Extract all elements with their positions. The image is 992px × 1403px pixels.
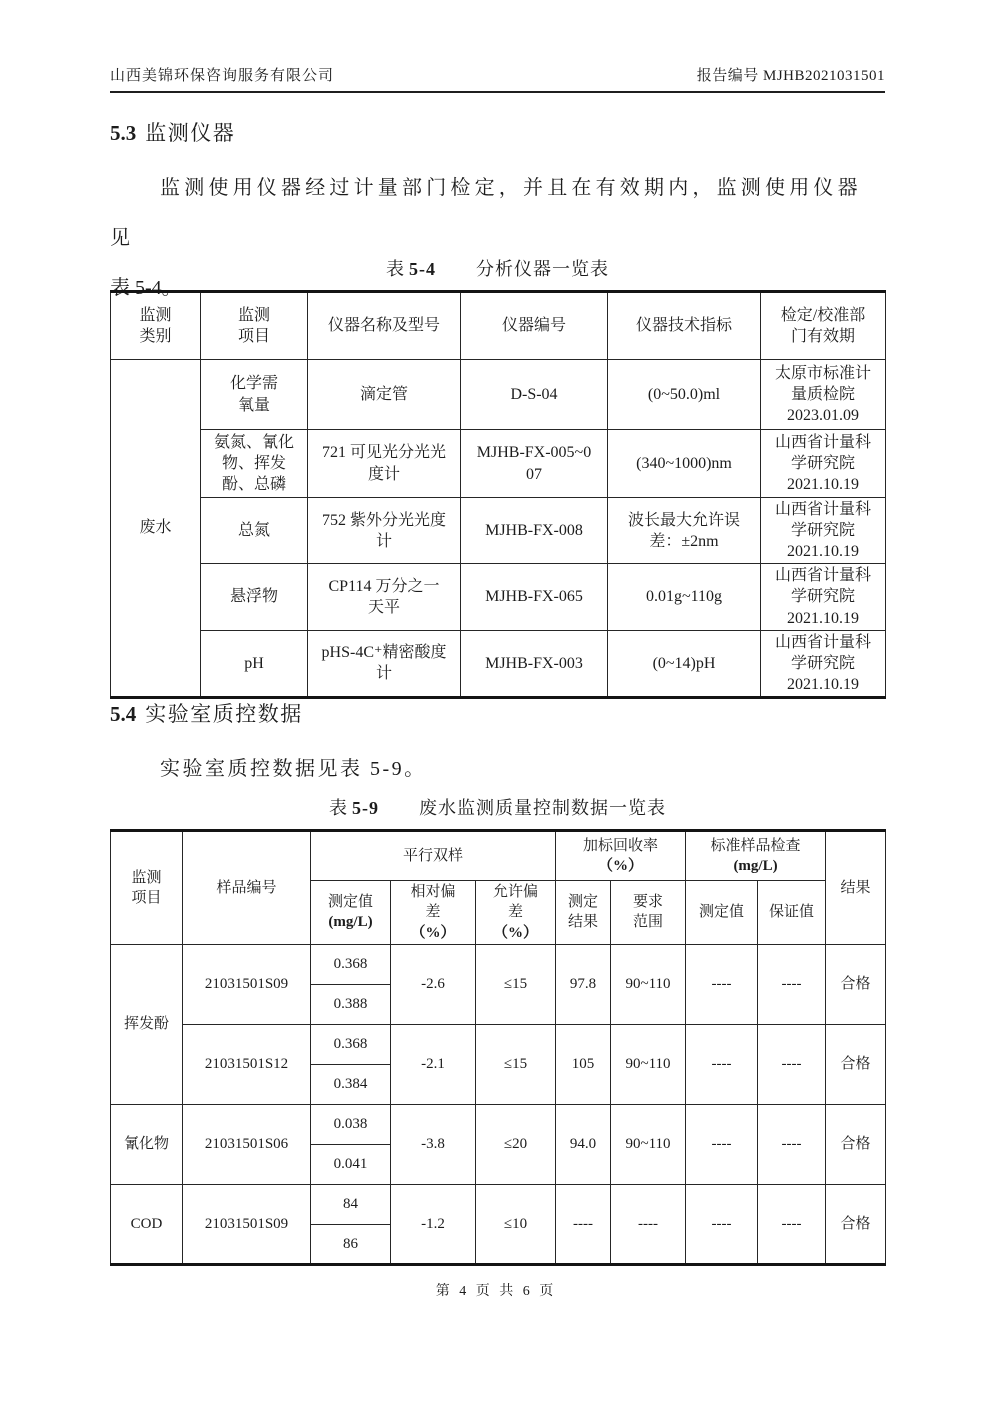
page-footer: 第 4 页 共 6 页 (435, 1284, 557, 1299)
cell-instrument: 滴定管 (308, 360, 461, 430)
header-label: 要求范围 (632, 894, 663, 931)
cell-rel-dev: -2.6 (391, 944, 476, 1024)
cell-allow-dev: ≤15 (476, 944, 556, 1024)
caption-number: 5-4 (409, 259, 436, 279)
cell-recovery-result: ---- (556, 1184, 611, 1264)
header-cell-recovery-range (611, 881, 686, 945)
cell-rel-dev: -3.8 (391, 1104, 476, 1184)
cell-spec: (340~1000)nm (608, 430, 761, 498)
header-cell-recovery-group (556, 831, 686, 881)
cell-recovery-range: 90~110 (611, 1024, 686, 1104)
header-cell-std-measured: 测定值 (686, 881, 758, 945)
cell-recovery-range: ---- (611, 1184, 686, 1264)
cell-std-certified: ---- (758, 1024, 826, 1104)
cell-measured-value: 0.038 (311, 1104, 391, 1144)
cell-std-measured: ---- (686, 1104, 758, 1184)
header-cell-rel-dev (391, 881, 476, 945)
cell-text: CP114 万分之一天平 (328, 577, 440, 616)
header-unit: （%） (492, 924, 538, 941)
caption-title: 分析仪器一览表 (476, 259, 609, 279)
header-cell-measured (311, 881, 391, 945)
cell-rel-dev: -1.2 (391, 1184, 476, 1264)
cell-serial: MJHB-FX-065 (461, 564, 608, 630)
header-label (491, 882, 541, 943)
cell-instrument (308, 564, 461, 630)
analysis-instruments-table (110, 290, 886, 699)
caption-number: 5-9 (352, 798, 379, 818)
section-title: 监测仪器 (145, 121, 236, 145)
section-5-3-heading (110, 117, 235, 147)
section-number: 5.3 (110, 121, 137, 145)
cell-serial: MJHB-FX-003 (461, 630, 608, 697)
table-row (111, 1024, 886, 1064)
header-label: 监测项目 (237, 306, 270, 345)
cell-recovery-result: 105 (556, 1024, 611, 1104)
cell-text: 752 紫外分光光度计 (321, 511, 446, 550)
table-5-4-caption (110, 255, 885, 281)
cell-instrument (308, 430, 461, 498)
cell-instrument (308, 498, 461, 564)
cell-spec: (0~50.0)ml (608, 360, 761, 430)
cell-std-certified: ---- (758, 1184, 826, 1264)
caption-word: 表 (386, 259, 405, 279)
cell-recovery-result: 97.8 (556, 944, 611, 1024)
section-5-4-paragraph: 实验室质控数据见表 5-9。 (160, 758, 427, 780)
header-label: 测定结果 (567, 894, 598, 931)
header-cell-parallel-group: 平行双样 (311, 831, 556, 881)
cell-text (774, 632, 872, 695)
cell-text: 氨氮、氰化物、挥发酚、总磷 (213, 433, 294, 494)
cell-cert (761, 360, 886, 430)
cell-std-certified: ---- (758, 1104, 826, 1184)
header-label: 测定值 (327, 894, 373, 911)
cell-serial: MJHB-FX-008 (461, 498, 608, 564)
cell-allow-dev: ≤15 (476, 1024, 556, 1104)
cert-date: 2021.10.19 (787, 543, 859, 561)
header-unit: （%） (410, 924, 456, 941)
cell-text: MJHB-FX-005~007 (476, 444, 592, 483)
cell-allow-dev: ≤20 (476, 1104, 556, 1184)
table-row (111, 944, 886, 984)
cell-spec: (0~14)pH (608, 630, 761, 697)
cell-allow-dev: ≤10 (476, 1184, 556, 1264)
caption-title: 废水监测质量控制数据一览表 (419, 798, 666, 818)
cell-sample-id: 21031501S09 (183, 1184, 311, 1264)
company-name: 山西美锦环保咨询服务有限公司 (110, 68, 335, 84)
header-label: 标准样品检查 (710, 837, 801, 854)
cell-cert (761, 498, 886, 564)
table-5-9-caption (110, 794, 885, 820)
cell-sample-id: 21031501S09 (183, 944, 311, 1024)
cell-measured-value: 0.368 (311, 1024, 391, 1064)
cell-measured-value: 0.368 (311, 944, 391, 984)
header-cell-recovery-result (556, 881, 611, 945)
cell-text: 721 可见光分光光度计 (321, 444, 446, 483)
header-label: 监测类别 (139, 306, 172, 345)
header-divider (110, 91, 885, 93)
cert-date: 2021.10.19 (787, 476, 859, 494)
header-unit: (mg/L) (328, 914, 373, 931)
cell-result: 合格 (826, 1024, 886, 1104)
header-text: 允许偏差 (492, 884, 538, 921)
cell-item (201, 430, 308, 498)
section-number: 5.4 (110, 702, 137, 726)
cell-item: 总氮 (201, 498, 308, 564)
cell-text: pHS-4C⁺精密酸度计 (321, 644, 447, 683)
header-cell-allow-dev (476, 881, 556, 945)
cert-authority: 山西省计量科学研究院 (774, 433, 871, 472)
header-cell-sample-id: 样品编号 (183, 831, 311, 945)
cell-item (201, 360, 308, 430)
table-row (111, 430, 886, 498)
cell-recovery-range: 90~110 (611, 944, 686, 1024)
cell-spec (608, 498, 761, 564)
header-unit: （%） (598, 858, 644, 874)
header-label: 监测项目 (131, 869, 162, 906)
cell-std-measured: ---- (686, 944, 758, 1024)
cell-cert (761, 630, 886, 697)
cell-item: COD (111, 1184, 183, 1264)
cell-serial (461, 430, 608, 498)
page-header (110, 64, 885, 85)
table-row (111, 1104, 886, 1144)
cell-item: 氰化物 (111, 1104, 183, 1184)
cell-rel-dev: -2.1 (391, 1024, 476, 1104)
cell-sample-id: 21031501S12 (183, 1024, 311, 1104)
section-title: 实验室质控数据 (145, 702, 303, 726)
header-cell-instrument: 仪器名称及型号 (308, 292, 461, 360)
cert-date: 2021.10.19 (787, 675, 859, 693)
table-row (111, 498, 886, 564)
cell-measured-value: 0.041 (311, 1144, 391, 1184)
cell-text: 波长最大允许误差：±2nm (627, 511, 740, 550)
header-cell-item (111, 831, 183, 945)
cell-text (774, 565, 872, 628)
cert-authority: 山西省计量科学研究院 (774, 501, 871, 540)
cert-authority: 太原市标准计量质检院 (774, 364, 871, 403)
cell-text (774, 432, 872, 495)
cell-measured-value: 86 (311, 1224, 391, 1264)
cell-sample-id: 21031501S06 (183, 1104, 311, 1184)
header-cell-result: 结果 (826, 831, 886, 945)
cell-result: 合格 (826, 1104, 886, 1184)
cell-item: pH (201, 630, 308, 697)
header-cell-serial: 仪器编号 (461, 292, 608, 360)
report-number: 报告编号 MJHB2021031501 (696, 68, 885, 84)
cell-category: 废水 (111, 360, 201, 698)
cell-measured-value: 84 (311, 1184, 391, 1224)
cell-text (774, 499, 872, 562)
cert-authority: 山西省计量科学研究院 (774, 567, 871, 606)
cell-std-measured: ---- (686, 1184, 758, 1264)
table-row (111, 564, 886, 630)
header-label (408, 882, 458, 943)
header-text: 相对偏差 (410, 884, 456, 921)
cert-date: 2023.01.09 (787, 407, 859, 425)
section-5-4-heading (110, 698, 303, 728)
cell-serial: D-S-04 (461, 360, 608, 430)
paragraph-line: 监测使用仪器经过计量部门检定，并且在有效期内，监测使用仪器见 (110, 177, 862, 249)
cell-cert (761, 564, 886, 630)
table-row (111, 630, 886, 697)
paragraph-line: 表 5-4。 (110, 277, 182, 299)
cell-spec: 0.01g~110g (608, 564, 761, 630)
header-label: 检定/校准部门有效期 (780, 306, 866, 345)
cell-text: 化学需氧量 (229, 375, 278, 414)
table-row (111, 360, 886, 430)
cell-std-measured: ---- (686, 1024, 758, 1104)
cell-measured-value: 0.384 (311, 1064, 391, 1104)
cert-date: 2021.10.19 (787, 609, 859, 627)
header-cell-standard-group (686, 831, 826, 881)
caption-word: 表 (329, 798, 348, 818)
header-cell-cert (761, 292, 886, 360)
cell-result: 合格 (826, 1184, 886, 1264)
cell-item: 悬浮物 (201, 564, 308, 630)
cell-instrument (308, 630, 461, 697)
header-cell-category (111, 292, 201, 360)
table-header-row (111, 292, 886, 360)
cell-recovery-range: 90~110 (611, 1104, 686, 1184)
table-header-row (111, 831, 886, 881)
table-row (111, 1184, 886, 1224)
qc-data-table (110, 829, 886, 1266)
cell-result: 合格 (826, 944, 886, 1024)
cell-measured-value: 0.388 (311, 984, 391, 1024)
header-label: 加标回收率 (583, 837, 659, 854)
cell-recovery-result: 94.0 (556, 1104, 611, 1184)
header-cell-item (201, 292, 308, 360)
cell-text (774, 363, 872, 426)
cell-std-certified: ---- (758, 944, 826, 1024)
cell-item: 挥发酚 (111, 944, 183, 1104)
header-unit: (mg/L) (733, 858, 778, 874)
header-cell-spec: 仪器技术指标 (608, 292, 761, 360)
cell-cert (761, 430, 886, 498)
cert-authority: 山西省计量科学研究院 (774, 633, 871, 672)
header-cell-std-certified: 保证值 (758, 881, 826, 945)
